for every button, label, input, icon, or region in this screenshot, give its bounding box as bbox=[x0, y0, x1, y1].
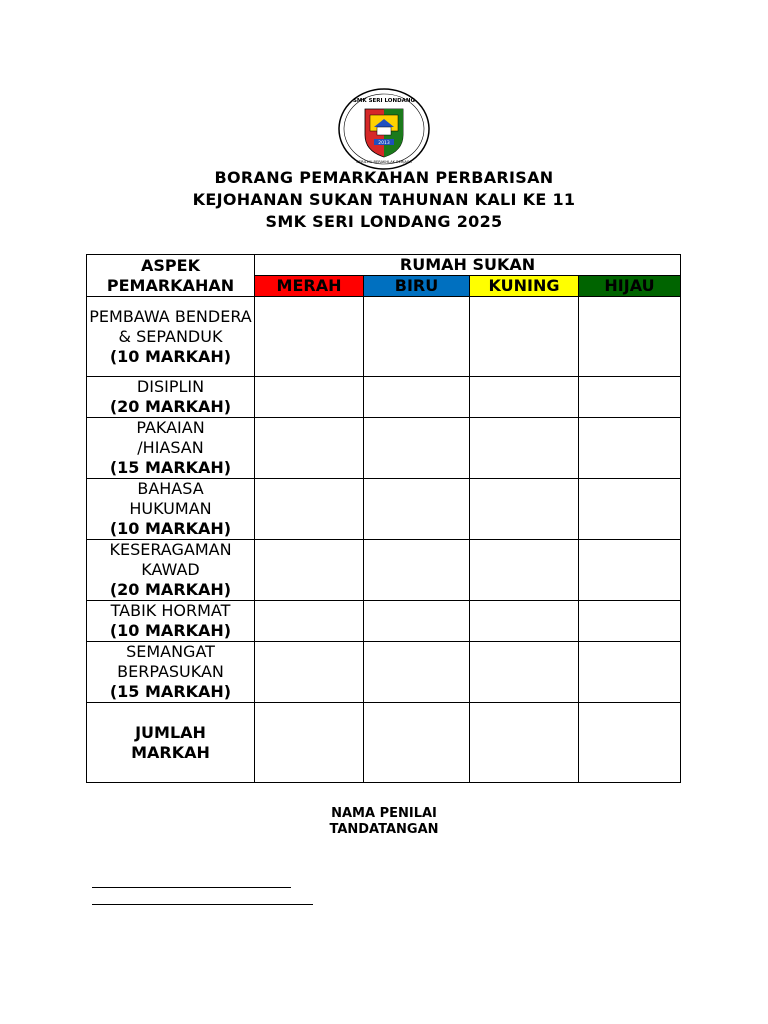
score-cell[interactable] bbox=[364, 418, 470, 479]
score-cell[interactable] bbox=[255, 601, 364, 642]
aspek-marks: (15 MARKAH) bbox=[109, 682, 232, 701]
rumah-sukan-header: RUMAH SUKAN bbox=[255, 255, 681, 276]
table-header-row bbox=[87, 255, 681, 276]
score-cell[interactable] bbox=[470, 297, 579, 377]
total-label bbox=[87, 703, 255, 783]
score-cell[interactable] bbox=[470, 642, 579, 703]
aspek-name: BAHASA HUKUMAN bbox=[129, 479, 212, 518]
aspek-cell bbox=[87, 297, 255, 377]
aspek-marks: (10 MARKAH) bbox=[109, 519, 232, 538]
crest-bottom-text: BERILMU BERAKHLAK BERJASA bbox=[356, 160, 412, 164]
score-table bbox=[86, 254, 681, 783]
score-cell[interactable] bbox=[364, 601, 470, 642]
total-cell[interactable] bbox=[470, 703, 579, 783]
score-cell[interactable] bbox=[255, 479, 364, 540]
score-cell[interactable] bbox=[579, 642, 681, 703]
total-label-text: JUMLAH MARKAH bbox=[131, 722, 210, 762]
school-crest-logo bbox=[337, 87, 431, 171]
table-row bbox=[87, 479, 681, 540]
table-row bbox=[87, 540, 681, 601]
score-cell[interactable] bbox=[470, 418, 579, 479]
score-cell[interactable] bbox=[579, 479, 681, 540]
score-cell[interactable] bbox=[255, 540, 364, 601]
house-biru: BIRU bbox=[364, 276, 470, 297]
signature-line[interactable] bbox=[92, 904, 313, 905]
crest-top-text: SMK SERI LONDANG bbox=[352, 98, 416, 104]
total-cell[interactable] bbox=[255, 703, 364, 783]
score-cell[interactable] bbox=[579, 297, 681, 377]
aspek-name: PAKAIAN /HIASAN bbox=[136, 418, 205, 457]
table-row bbox=[87, 418, 681, 479]
aspek-name: KESERAGAMAN KAWAD bbox=[109, 540, 232, 579]
score-cell[interactable] bbox=[255, 642, 364, 703]
score-cell[interactable] bbox=[364, 297, 470, 377]
title-line-2: KEJOHANAN SUKAN TAHUNAN KALI KE 11 bbox=[192, 190, 576, 209]
score-cell[interactable] bbox=[255, 297, 364, 377]
aspek-name: PEMBAWA BENDERA & SEPANDUK bbox=[89, 306, 252, 346]
aspek-marks: (10 MARKAH) bbox=[109, 346, 232, 366]
score-cell[interactable] bbox=[470, 540, 579, 601]
score-cell[interactable] bbox=[579, 540, 681, 601]
aspek-name: DISIPLIN bbox=[136, 377, 205, 396]
score-cell[interactable] bbox=[255, 418, 364, 479]
score-cell[interactable] bbox=[364, 479, 470, 540]
name-line[interactable] bbox=[92, 887, 291, 888]
score-cell[interactable] bbox=[255, 377, 364, 418]
house-merah: MERAH bbox=[255, 276, 364, 297]
table-row bbox=[87, 642, 681, 703]
nama-penilai-label: NAMA PENILAI bbox=[331, 806, 437, 821]
form-title bbox=[0, 167, 768, 233]
signature-labels bbox=[0, 806, 768, 838]
score-cell[interactable] bbox=[579, 418, 681, 479]
table-row bbox=[87, 377, 681, 418]
aspek-name: TABIK HORMAT bbox=[110, 601, 231, 620]
aspek-header: ASPEK PEMARKAHAN bbox=[87, 255, 255, 297]
score-cell[interactable] bbox=[364, 377, 470, 418]
aspek-cell bbox=[87, 377, 255, 418]
total-row bbox=[87, 703, 681, 783]
aspek-marks: (20 MARKAH) bbox=[109, 580, 232, 599]
table-row bbox=[87, 297, 681, 377]
score-cell[interactable] bbox=[470, 377, 579, 418]
house-hijau: HIJAU bbox=[579, 276, 681, 297]
title-line-3: SMK SERI LONDANG 2025 bbox=[265, 212, 503, 231]
score-cell[interactable] bbox=[579, 377, 681, 418]
aspek-cell bbox=[87, 642, 255, 703]
crest-year-text: 2013 bbox=[378, 141, 390, 146]
aspek-cell bbox=[87, 479, 255, 540]
aspek-cell bbox=[87, 601, 255, 642]
aspek-cell bbox=[87, 418, 255, 479]
aspek-marks: (15 MARKAH) bbox=[109, 458, 232, 477]
score-cell[interactable] bbox=[470, 479, 579, 540]
score-cell[interactable] bbox=[364, 540, 470, 601]
score-cell[interactable] bbox=[364, 642, 470, 703]
title-line-1: BORANG PEMARKAHAN PERBARISAN bbox=[214, 168, 554, 187]
total-cell[interactable] bbox=[364, 703, 470, 783]
score-cell[interactable] bbox=[470, 601, 579, 642]
score-cell[interactable] bbox=[579, 601, 681, 642]
tandatangan-label: TANDATANGAN bbox=[329, 822, 439, 837]
total-cell[interactable] bbox=[579, 703, 681, 783]
house-kuning: KUNING bbox=[470, 276, 579, 297]
aspek-marks: (10 MARKAH) bbox=[109, 621, 232, 640]
aspek-marks: (20 MARKAH) bbox=[109, 397, 232, 416]
aspek-cell bbox=[87, 540, 255, 601]
table-row bbox=[87, 601, 681, 642]
aspek-name: SEMANGAT BERPASUKAN bbox=[117, 642, 224, 681]
